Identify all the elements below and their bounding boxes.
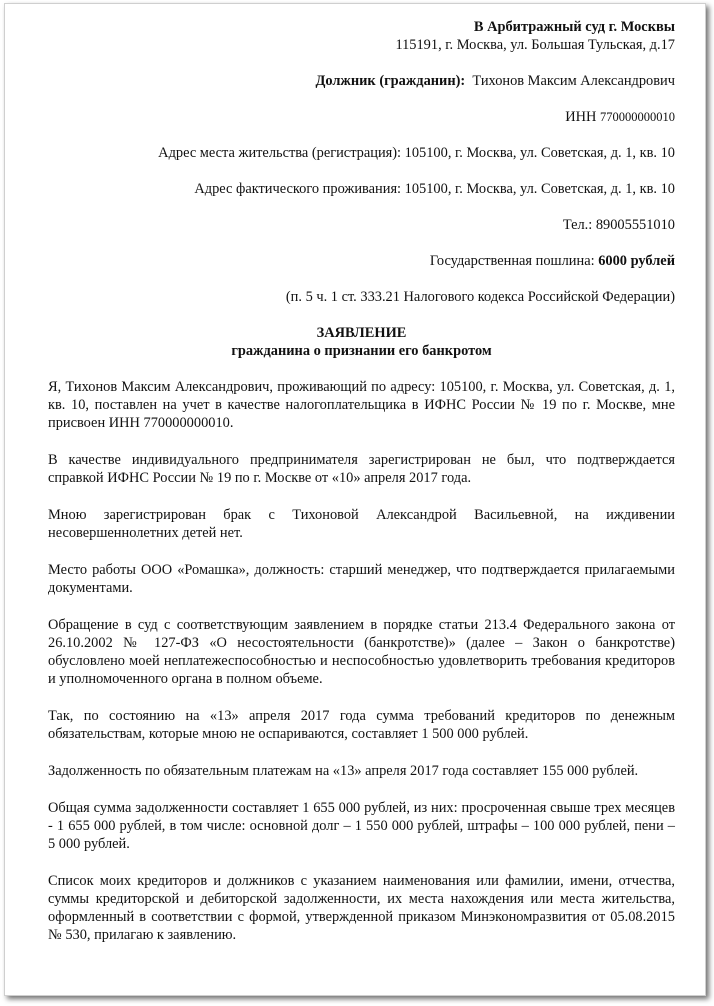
debtor-line [48, 72, 675, 90]
fee-line [48, 252, 675, 270]
fee-basis: (п. 5 ч. 1 ст. 333.21 Налогового кодекса Российской Федерации) [285, 289, 675, 305]
fee-label: Государственная пошлина: [429, 253, 595, 269]
debtor-label: Должник (гражданин): [315, 73, 466, 89]
inn-label: ИНН [565, 109, 597, 125]
paragraph: Я, Тихонов Максим Александрович, проживающий по адресу: 105100, г. Москва, ул. Советская, д. 1, кв. 10, поставлен на учет в качестве налогоплательщика в ИФНС России № 19 по г. Москве, мне присвоен ИНН 770000000010. [48, 379, 675, 431]
registration-address: Адрес места жительства (регистрация): 105100, г. Москва, ул. Советская, д. 1, кв. 10 [158, 145, 675, 161]
document-body [48, 378, 675, 944]
document-subtitle: гражданина о признании его банкротом [231, 343, 492, 359]
document-title: ЗАЯВЛЕНИЕ [316, 325, 407, 341]
court-address: 115191, г. Москва, ул. Большая Тульская, д.17 [395, 37, 675, 53]
paragraph: Обращение в суд с соответствующим заявлением в порядке статьи 213.4 Федерального закона от 26.10.2002 № 127-ФЗ «О несостоятельности (банкротстве)» (далее – Закон о банкротстве) обусловлено моей неплатежеспособностью и неспособностью удовлетворить требования кредиторов и уполномоченного органа в полном объеме. [48, 617, 675, 687]
debtor-name: Тихонов Максим Александрович [472, 73, 675, 89]
document-content [48, 18, 675, 944]
paragraph: Общая сумма задолженности составляет 1 655 000 рублей, из них: просроченная свыше трех месяцев - 1 655 000 рублей, в том числе: основной долг – 1 550 000 рублей, штрафы – 100 000 рублей, пени – 5 000 рублей. [48, 800, 675, 852]
paragraph: Место работы ООО «Ромашка», должность: старший менеджер, что подтверждается прилагаемыми документами. [48, 562, 675, 596]
inn-value: 770000000010 [600, 110, 675, 124]
phone: Тел.: 89005551010 [562, 217, 675, 233]
paragraph: Список моих кредиторов и должников с указанием наименования или фамилии, имени, отчества, суммы кредиторской и дебиторской задолженности, их места нахождения или места жительства, оформленный в соответствии с формой, утвержденной приказом Минэкономразвития от 05.08.2015 № 530, прилагаю к заявлению. [48, 873, 675, 943]
paragraph: Так, по состоянию на «13» апреля 2017 года сумма требований кредиторов по денежным обязательствам, которые мною не оспариваются, составляет 1 500 000 рублей. [48, 708, 675, 742]
paragraph: В качестве индивидуального предпринимателя зарегистрирован не был, что подтверждается справкой ИФНС России № 19 по г. Москве от «10» апреля 2017 года. [48, 452, 675, 486]
fee-value: 6000 рублей [598, 253, 675, 269]
court-name: В Арбитражный суд г. Москвы [473, 19, 675, 35]
document-page [4, 3, 706, 996]
paragraph: Задолженность по обязательным платежам на «13» апреля 2017 года составляет 155 000 рублей. [48, 763, 639, 779]
paragraph: Мною зарегистрирован брак с Тихоновой Александрой Васильевной, на иждивении несовершеннолетних детей нет. [48, 507, 675, 541]
actual-address: Адрес фактического проживания: 105100, г. Москва, ул. Советская, д. 1, кв. 10 [194, 181, 675, 197]
inn-line [48, 108, 675, 126]
